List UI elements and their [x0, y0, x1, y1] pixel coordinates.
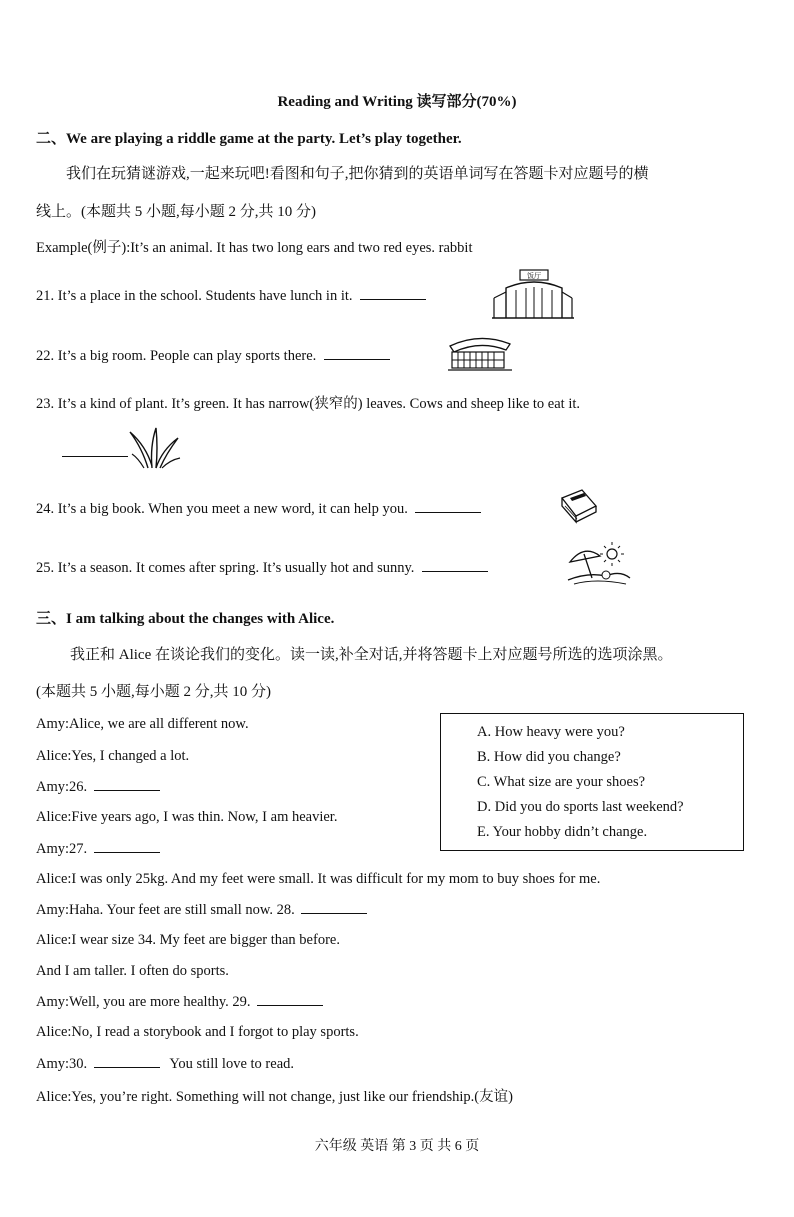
part2-instruction-2: 线上。(本题共 5 小题,每小题 2 分,共 10 分): [36, 204, 316, 220]
question-21-text: 21. It’s a place in the school. Students have lunch in it.: [36, 288, 353, 304]
dialogue-line-28: [36, 901, 367, 919]
question-25: [36, 559, 488, 577]
answer-blank-27[interactable]: [94, 840, 160, 853]
answer-blank-23[interactable]: [62, 444, 128, 457]
question-24-text: 24. It’s a big book. When you meet a new word, it can help you.: [36, 501, 408, 517]
answer-blank-24[interactable]: [415, 500, 481, 513]
option-e: E. Your hobby didn’t change.: [477, 824, 648, 840]
answer-blank-26[interactable]: [94, 778, 160, 791]
dialogue-line-29: [36, 993, 323, 1011]
answer-blank-25[interactable]: [422, 559, 488, 572]
question-22-text: 22. It’s a big room. People can play sports there.: [36, 348, 317, 364]
answer-blank-22[interactable]: [324, 347, 390, 360]
dialogue-text: Amy:Haha. Your feet are still small now. 28.: [36, 902, 295, 918]
part3-instruction-1: 我正和 Alice 在谈论我们的变化。读一读,补全对话,并将答题卡上对应题号所选的选项涂黑。: [70, 647, 673, 663]
part3-instruction-2: (本题共 5 小题,每小题 2 分,共 10 分): [36, 684, 271, 700]
question-22: [36, 347, 390, 365]
dialogue-line-26: [36, 778, 160, 796]
dialogue-text: You still love to read.: [169, 1056, 295, 1072]
option-a: A. How heavy were you?: [477, 724, 625, 740]
answer-blank-29[interactable]: [257, 993, 323, 1006]
dialogue-line: And I am taller. I often do sports.: [36, 963, 229, 979]
options-box: [440, 713, 744, 851]
example-line: Example(例子):It’s an animal. It has two long ears and two red eyes. rabbit: [36, 240, 473, 256]
part3-heading: 三、I am talking about the changes with Alice.: [36, 611, 335, 627]
option-c: C. What size are your shoes?: [477, 774, 646, 790]
question-21: [36, 287, 426, 305]
answer-blank-21[interactable]: [360, 287, 426, 300]
canteen-building-icon: [492, 268, 574, 320]
part2-heading: 二、We are playing a riddle game at the party. Let’s play together.: [36, 131, 462, 147]
dialogue-text: Amy:27.: [36, 841, 88, 857]
dictionary-book-icon: [558, 488, 600, 524]
summer-beach-icon: [566, 542, 632, 586]
answer-blank-30[interactable]: [94, 1055, 160, 1068]
dialogue-line: Alice:Yes, I changed a lot.: [36, 748, 190, 764]
gym-building-icon: [446, 334, 514, 372]
grass-icon: [128, 426, 182, 470]
dialogue-line: Alice:Yes, you’re right. Something will not change, just like our friendship.(友谊): [36, 1089, 513, 1105]
dialogue-line: Amy:Alice, we are all different now.: [36, 716, 249, 732]
answer-blank-28[interactable]: [301, 901, 367, 914]
question-24: [36, 500, 481, 518]
part2-instruction-1: 我们在玩猜谜游戏,一起来玩吧!看图和句子,把你猜到的英语单词写在答题卡对应题号的横: [66, 166, 649, 182]
question-23-text: 23. It’s a kind of plant. It’s green. It has narrow(狭窄的) leaves. Cows and sheep like to eat it.: [36, 396, 581, 412]
dialogue-line-30: [36, 1055, 294, 1073]
dialogue-line: Alice:I wear size 34. My feet are bigger than before.: [36, 932, 340, 948]
dialogue-line: Alice:Five years ago, I was thin. Now, I am heavier.: [36, 809, 338, 825]
option-b: B. How did you change?: [477, 749, 621, 765]
option-d: D. Did you do sports last weekend?: [477, 799, 684, 815]
canteen-sign-text: 饭厅: [527, 272, 541, 280]
dialogue-text: Amy:Well, you are more healthy. 29.: [36, 994, 251, 1010]
dialogue-text: Amy:30.: [36, 1056, 88, 1072]
dialogue-line: Alice:No, I read a storybook and I forgot to play sports.: [36, 1024, 359, 1040]
page-title: Reading and Writing 读写部分(70%): [277, 94, 517, 110]
dialogue-line: Alice:I was only 25kg. And my feet were small. It was difficult for my mom to buy shoes for me.: [36, 871, 601, 887]
page-footer: 六年级 英语 第 3 页 共 6 页: [314, 1139, 480, 1154]
dialogue-text: Amy:26.: [36, 779, 88, 795]
dialogue-line-27: [36, 840, 160, 858]
question-25-text: 25. It’s a season. It comes after spring. It’s usually hot and sunny.: [36, 560, 415, 576]
